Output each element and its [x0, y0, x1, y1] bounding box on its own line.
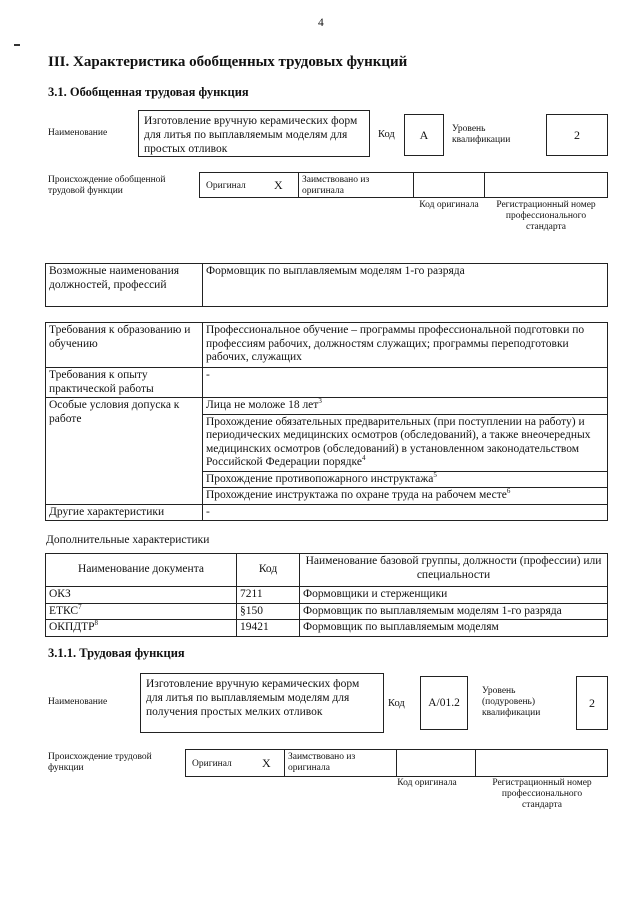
- special-value-2: [203, 414, 608, 471]
- footnote-ref-6: 6: [506, 487, 511, 496]
- experience-value: -: [203, 368, 608, 398]
- requirements-table: [45, 322, 608, 521]
- otf-code-original-label: Код оригинала: [419, 200, 479, 210]
- special-row-1: [46, 398, 608, 415]
- footnote-ref-7: 7: [78, 602, 82, 611]
- special-label: Особые условия допуска к работе: [46, 398, 203, 505]
- row-doc: ОКЗ: [46, 587, 237, 604]
- header-document: Наименование документа: [46, 554, 237, 587]
- tf-reg-number-label: Регистрационный номер профессионального стандарта: [492, 778, 592, 810]
- scan-mark: [14, 44, 20, 46]
- education-row: [46, 323, 608, 368]
- otf-reg-number-cell: [484, 172, 608, 198]
- otf-code-value: А: [404, 114, 444, 156]
- tf-name-value: [140, 673, 384, 733]
- otf-name-text: Изготовление вручную керамических форм для литья по выплавляемым моделям для простых отливок: [144, 115, 358, 155]
- row-code: 19421: [237, 620, 300, 637]
- tf-name-text: Изготовление вручную керамических форм для литья по выплавляемым моделям для получения простых мелких отливок: [146, 678, 360, 718]
- section-title: III. Характеристика обобщенных трудовых функций: [48, 54, 408, 70]
- additional-title: Дополнительные характеристики: [46, 534, 210, 546]
- otf-name-label: Наименование: [48, 128, 108, 138]
- otf-borrowed-label: Заимствовано из оригинала: [302, 175, 370, 196]
- row-doc: [46, 620, 237, 637]
- footnote-ref-4: 4: [361, 454, 366, 463]
- footnote-ref-3: 3: [318, 397, 322, 406]
- row-doc: [46, 603, 237, 620]
- otf-original-label: Оригинал: [206, 181, 246, 191]
- footnote-ref-8: 8: [94, 619, 99, 628]
- tf-borrowed-label: Заимствовано из оригинала: [288, 752, 356, 773]
- otf-code-original-cell: [413, 172, 485, 198]
- page-number: 4: [318, 17, 324, 29]
- experience-row: [46, 368, 608, 398]
- row-name: Формовщики и стерженщики: [300, 587, 608, 604]
- positions-label: Возможные наименования должностей, профессий: [46, 264, 203, 307]
- special-text-3: Прохождение противопожарного инструктажа: [206, 472, 434, 485]
- table-row: [46, 620, 608, 637]
- row-code: §150: [237, 603, 300, 620]
- special-value-4: [203, 488, 608, 505]
- otf-borrowed-cell: [298, 172, 414, 198]
- tf-level-value: 2: [576, 676, 608, 730]
- otf-code-label: Код: [378, 129, 395, 140]
- tf-code-original-cell: [396, 749, 476, 777]
- otf-origin-label: Происхождение обобщенной трудовой функции: [48, 175, 166, 196]
- footnote-ref-5: 5: [433, 470, 437, 479]
- education-value: Профессиональное обучение – программы профессиональной подготовки по профессиям рабочих, должностям служащих; программы переподготовки рабочих, служащих: [203, 323, 608, 368]
- row-name: Формовщик по выплавляемым моделям 1-го разряда: [300, 603, 608, 620]
- positions-row: [46, 264, 608, 307]
- otf-level-label: Уровень квалификации: [452, 124, 511, 145]
- row-doc-text: ОКПДТР: [49, 621, 95, 633]
- tf-origin-label: Происхождение трудовой функции: [48, 752, 152, 773]
- subsection-title: 3.1. Обобщенная трудовая функция: [48, 85, 249, 99]
- special-text-4: Прохождение инструктажа по охране труда на рабочем месте: [206, 489, 507, 501]
- otf-original-cell: [199, 172, 299, 198]
- tf-reg-number-cell: [475, 749, 608, 777]
- other-value: -: [203, 504, 608, 521]
- row-name: Формовщик по выплавляемым моделям: [300, 620, 608, 637]
- table-row: [46, 603, 608, 620]
- header-code: Код: [237, 554, 300, 587]
- otf-reg-number-label: Регистрационный номер профессионального стандарта: [496, 200, 596, 232]
- special-text-2: Прохождение обязательных предварительных (при поступлении на работу) и периодических медицинских осмотров (обследований), а также внеочередных медицинских осмотров (обследований) в установленном законодательством Российской Федерации порядке: [206, 415, 591, 468]
- tf-level-label: Уровень (подуровень) квалификации: [482, 686, 541, 718]
- header-base-group: Наименование базовой группы, должности (профессии) или специальности: [300, 554, 608, 587]
- special-value-1: [203, 398, 608, 415]
- tf-original-cell: [185, 749, 285, 777]
- tf-code-value: А/01.2: [420, 676, 468, 730]
- special-text-1: Лица не моложе 18 лет: [206, 399, 319, 411]
- tf-title: 3.1.1. Трудовая функция: [48, 646, 185, 660]
- tf-code-original-label: Код оригинала: [397, 778, 457, 788]
- tf-code-label: Код: [388, 698, 405, 709]
- additional-header-row: [46, 554, 608, 587]
- table-row: [46, 587, 608, 604]
- special-value-3: [203, 471, 608, 488]
- tf-original-mark: X: [262, 756, 271, 770]
- experience-label: Требования к опыту практической работы: [46, 368, 203, 398]
- additional-table: [45, 553, 608, 637]
- otf-level-value: 2: [546, 114, 608, 156]
- tf-original-label: Оригинал: [192, 759, 232, 769]
- positions-table: [45, 263, 608, 307]
- tf-borrowed-cell: [284, 749, 397, 777]
- otf-name-value: [138, 110, 370, 157]
- tf-name-label: Наименование: [48, 697, 108, 707]
- other-row: [46, 504, 608, 521]
- row-code: 7211: [237, 587, 300, 604]
- row-doc-text: ЕТКС: [49, 604, 79, 617]
- otf-original-mark: X: [274, 178, 283, 192]
- other-label: Другие характеристики: [46, 504, 203, 521]
- education-label: Требования к образованию и обучению: [46, 323, 203, 368]
- positions-value: Формовщик по выплавляемым моделям 1-го разряда: [203, 264, 608, 307]
